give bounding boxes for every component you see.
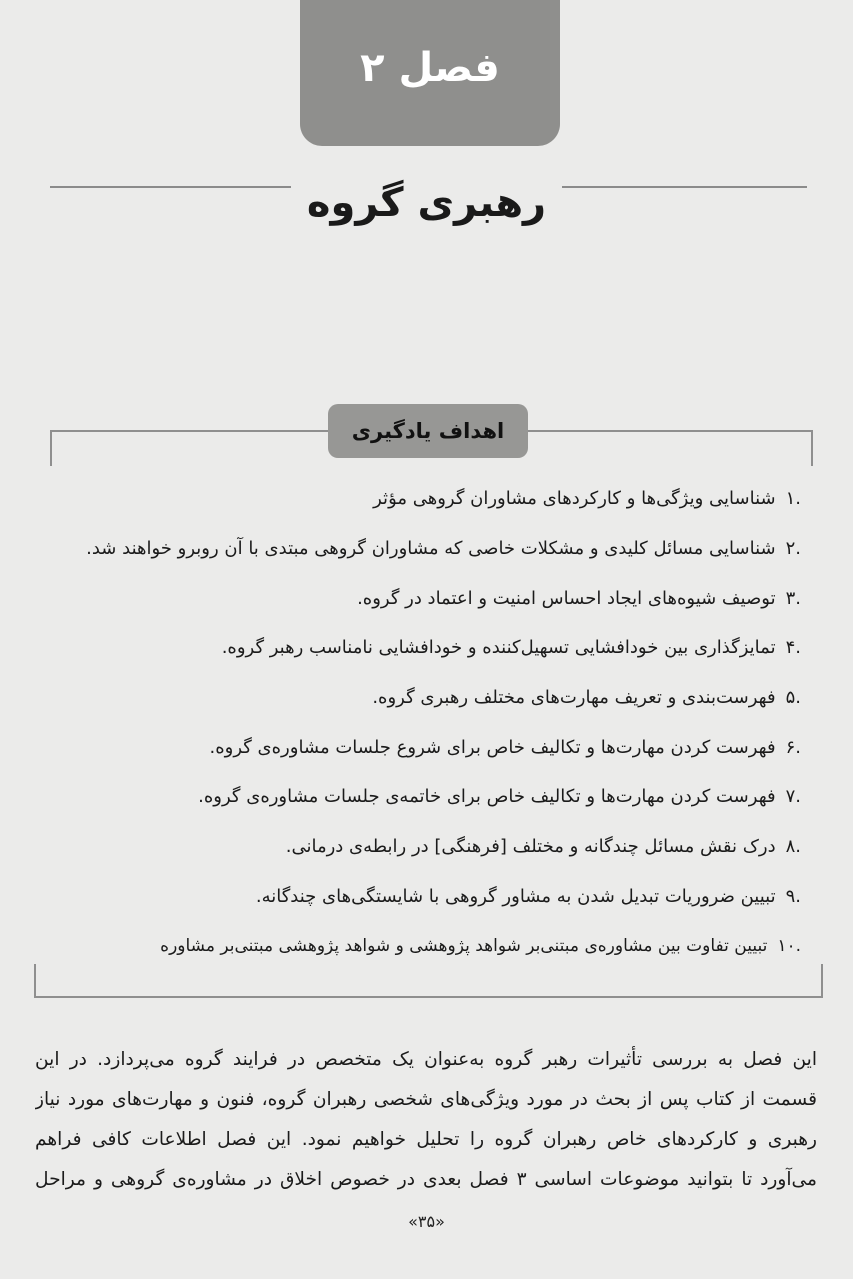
objective-number: .۲	[785, 538, 801, 560]
objective-text: تبیین ضروریات تبدیل شدن به مشاور گروهی با شایستگی‌های چندگانه.	[255, 885, 776, 907]
objective-text: شناسایی مسائل کلیدی و مشکلات خاصی که مشاوران گروهی مبتدی با آن روبرو خواهند شد.	[86, 538, 776, 560]
objective-item	[81, 573, 801, 623]
objective-item	[81, 722, 801, 772]
objective-item	[81, 872, 801, 922]
objective-number: .۸	[785, 836, 801, 858]
objective-number: .۱	[785, 488, 801, 510]
objective-number: .۴	[785, 637, 801, 659]
chapter-title	[0, 180, 853, 226]
objective-text: تبیین تفاوت بین مشاوره‌ی مبتنی‌بر شواهد پژوهشی و شواهد پژوهشی مبتنی‌بر مشاوره	[160, 936, 768, 957]
objective-text: توصیف شیوه‌های ایجاد احساس امنیت و اعتماد در گروه.	[357, 587, 776, 609]
objective-text: درک نقش مسائل چندگانه و مختلف [فرهنگی] در رابطه‌ی درمانی.	[285, 836, 776, 858]
objective-item	[81, 673, 801, 723]
intro-line: رهبری و کارکردهای خاص رهبران گروه را تحلیل خواهیم نمود. این فصل اطلاعات کافی فراهم	[35, 1129, 817, 1150]
objective-number: .۹	[785, 885, 801, 907]
objective-item	[81, 822, 801, 872]
chapter-title-text: رهبری گروه	[291, 180, 562, 226]
objective-item	[81, 623, 801, 673]
objective-text: فهرست‌بندی و تعریف مهارت‌های مختلف رهبری گروه.	[372, 687, 776, 709]
objectives-list	[81, 474, 801, 971]
objective-item	[81, 524, 801, 574]
objectives-heading: اهداف یادگیری	[328, 404, 528, 458]
intro-line: قسمت از کتاب پس از بحث در مورد ویژگی‌های شخصی رهبران گروه، فنون و مهارت‌های مورد نیاز	[35, 1089, 817, 1110]
objective-number: .۶	[785, 736, 801, 758]
intro-paragraph	[35, 1040, 817, 1200]
objective-text: شناسایی ویژگی‌ها و کارکردهای مشاوران گروهی مؤثر	[373, 488, 776, 510]
objectives-frame-bottom	[34, 964, 823, 998]
intro-line: می‌آورد تا بتوانید موضوعات اساسی ۳ فصل بعدی در خصوص اخلاق در مشاوره‌ی گروهی و مراحل	[35, 1169, 817, 1190]
page-number: «۳۵»	[408, 1212, 445, 1231]
objective-text: فهرست کردن مهارت‌ها و تکالیف خاص برای خاتمه‌ی جلسات مشاوره‌ی گروه.	[198, 786, 776, 808]
chapter-tab	[300, 0, 560, 146]
objective-number: .۱۰	[777, 936, 801, 957]
objective-item	[81, 474, 801, 524]
objective-text: تمایزگذاری بین خودافشایی تسهیل‌کننده و خودافشایی نامناسب رهبر گروه.	[221, 637, 776, 659]
objective-number: .۳	[785, 587, 801, 609]
objective-item	[81, 772, 801, 822]
intro-line: این فصل به بررسی تأثیرات رهبر گروه به‌عنوان یک متخصص در فرایند گروه می‌پردازد. در این	[35, 1049, 817, 1070]
objective-text: فهرست کردن مهارت‌ها و تکالیف خاص برای شروع جلسات مشاوره‌ی گروه.	[209, 736, 776, 758]
objective-number: .۷	[785, 786, 801, 808]
objective-number: .۵	[785, 687, 801, 709]
chapter-label: فصل ۲	[360, 45, 500, 91]
